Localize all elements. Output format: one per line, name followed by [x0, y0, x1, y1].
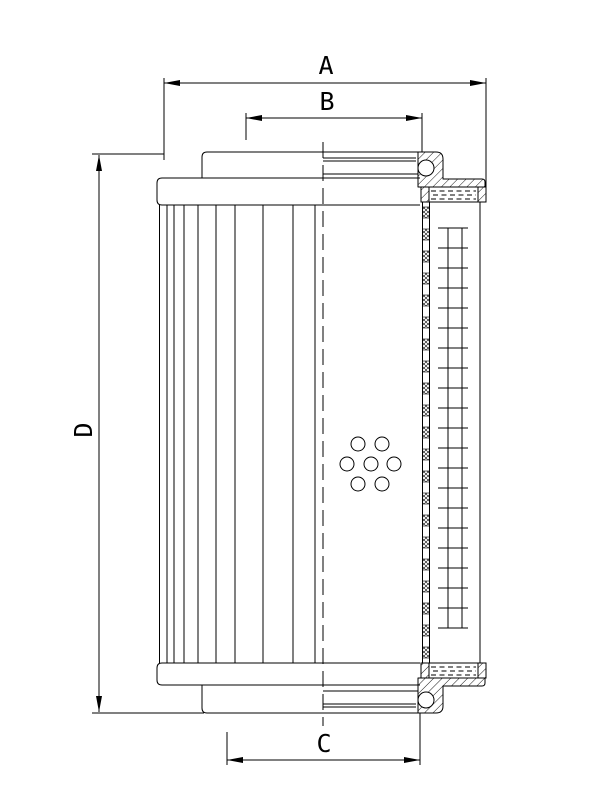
dimension-c-label: C: [316, 729, 332, 758]
arrowhead-icon: [246, 115, 262, 121]
seal-band-bottom: [421, 663, 486, 678]
end-cap-top: [418, 152, 485, 187]
core-tube: [423, 202, 430, 663]
bypass-holes: [340, 437, 401, 491]
dimension-a-label: A: [318, 51, 334, 80]
seal-band-top: [421, 187, 486, 202]
hole: [340, 457, 354, 471]
arrowhead-icon: [96, 696, 102, 712]
dimension-b-label: B: [319, 87, 335, 116]
o-ring-top: [418, 160, 434, 176]
hole: [351, 437, 365, 451]
hole: [387, 457, 401, 471]
arrowhead-icon: [406, 115, 422, 121]
bottom-neck: [202, 685, 418, 713]
arrowhead-icon: [470, 80, 486, 86]
filter-element-outline: [157, 152, 420, 713]
arrowhead-icon: [96, 155, 102, 171]
hole: [375, 477, 389, 491]
bottom-end-cap: [157, 663, 420, 685]
dimension-d-label: D: [69, 422, 98, 438]
arrowhead-icon: [404, 757, 420, 763]
hole: [375, 437, 389, 451]
hole: [364, 457, 378, 471]
end-cap-bottom: [418, 678, 485, 713]
o-ring-bottom: [418, 692, 434, 708]
pleat-lines: [160, 205, 316, 663]
arrowhead-icon: [227, 757, 243, 763]
top-end-cap: [157, 178, 420, 205]
hole: [351, 477, 365, 491]
dimension-b: [246, 87, 422, 152]
arrowhead-icon: [164, 80, 180, 86]
support-mesh: [438, 228, 468, 629]
